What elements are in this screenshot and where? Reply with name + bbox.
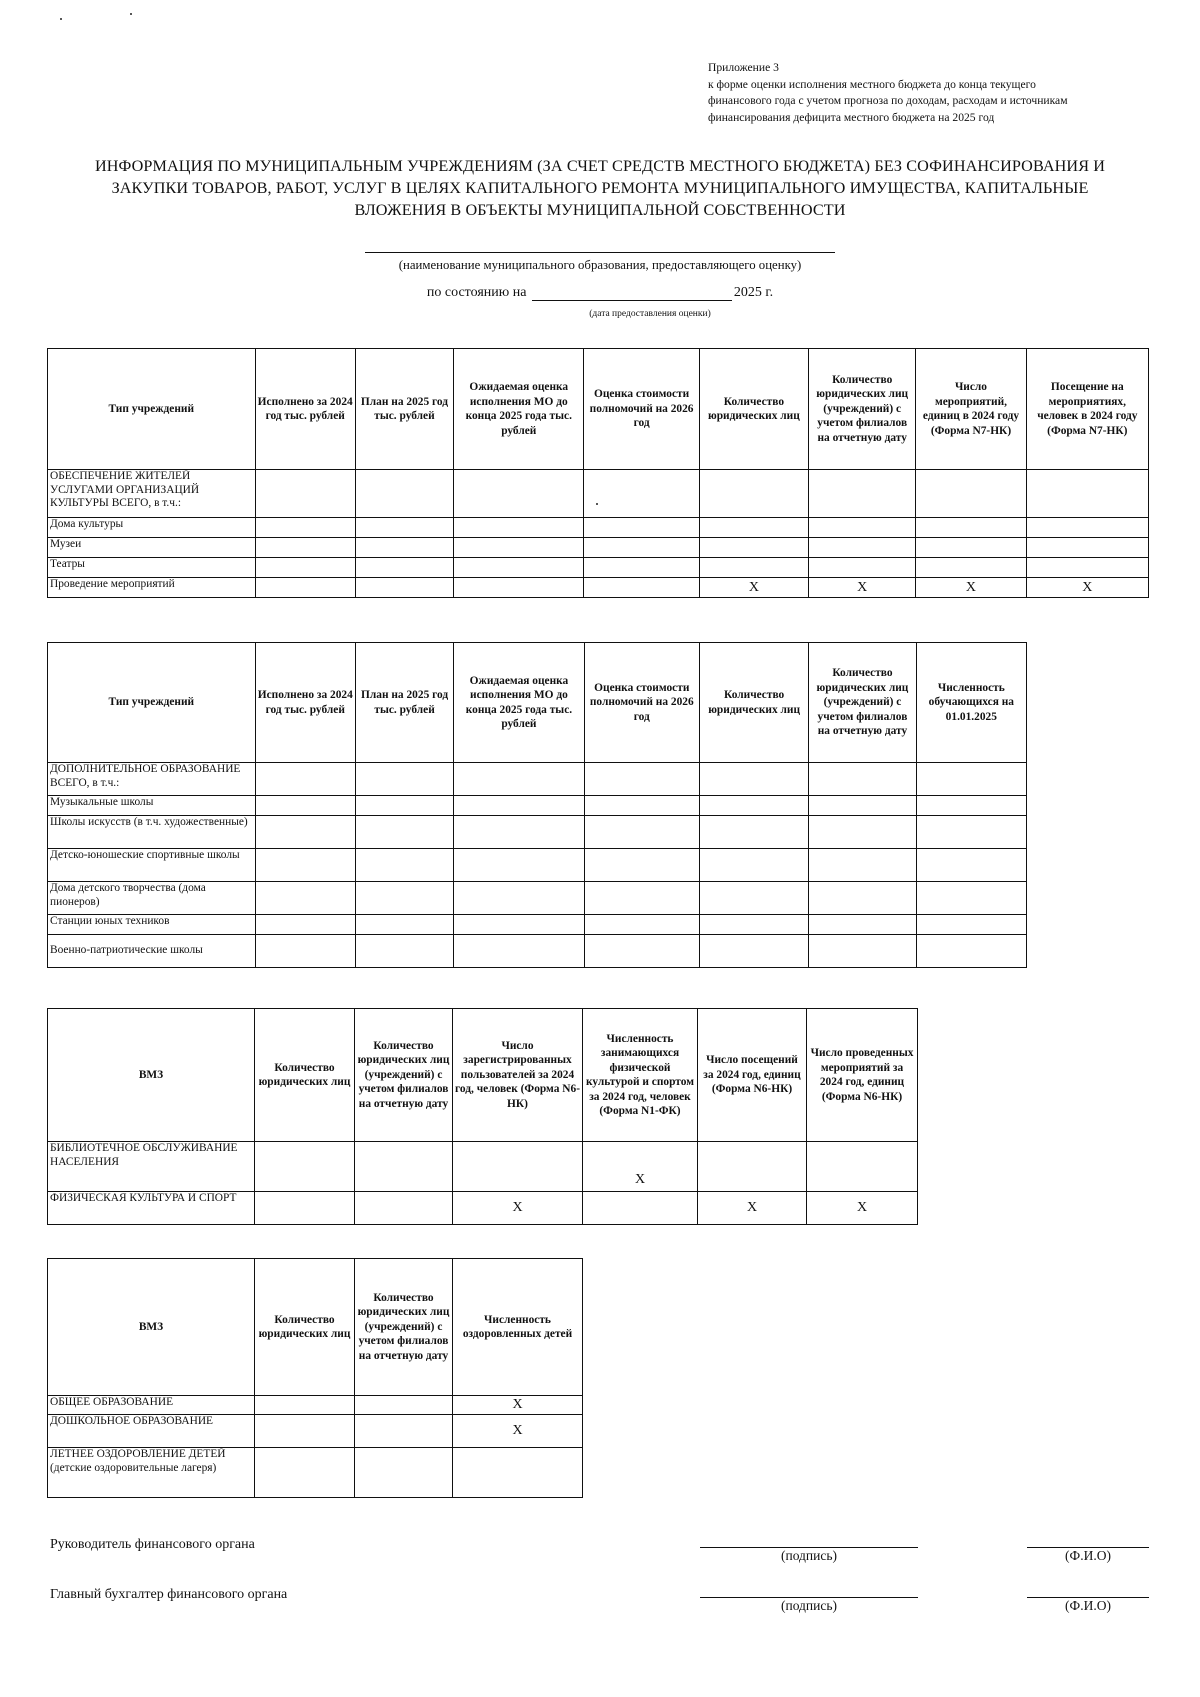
table-row xyxy=(48,1142,918,1192)
table-header-row xyxy=(48,1259,583,1396)
data-cell[interactable] xyxy=(1026,558,1148,578)
data-cell[interactable]: X xyxy=(699,578,808,598)
data-cell[interactable] xyxy=(809,849,916,882)
data-cell[interactable] xyxy=(809,935,916,968)
data-cell[interactable] xyxy=(355,882,453,915)
data-cell[interactable] xyxy=(584,470,699,518)
header-cell: Количество юридических лиц xyxy=(699,349,808,470)
data-cell[interactable] xyxy=(255,538,355,558)
header-cell: Число зарегистрированных пользователей за 2024 год, человек (Форма N6-НК) xyxy=(453,1009,583,1142)
row-label: Музыкальные школы xyxy=(48,796,256,816)
data-cell[interactable] xyxy=(916,915,1026,935)
row-label: Дома детского творчества (дома пионеров) xyxy=(48,882,256,915)
accountant-name-caption: (Ф.И.О) xyxy=(1065,1598,1111,1613)
table-row xyxy=(48,1448,583,1498)
header-cell: Количество юридических лиц (учреждений) с учетом филиалов на отчетную дату xyxy=(809,643,916,763)
row-label: ЛЕТНЕЕ ОЗДОРОВЛЕНИЕ ДЕТЕЙ (детские оздоровительные лагеря) xyxy=(48,1448,255,1498)
data-cell[interactable] xyxy=(916,558,1026,578)
data-cell[interactable] xyxy=(809,915,916,935)
data-cell[interactable] xyxy=(807,1142,918,1192)
accountant-signature-caption: (подпись) xyxy=(780,1598,838,1613)
data-cell[interactable] xyxy=(699,915,808,935)
head-name-caption: (Ф.И.О) xyxy=(1065,1548,1111,1563)
document-title xyxy=(60,155,1140,221)
table-row xyxy=(48,470,1149,518)
table-header-row xyxy=(48,1009,918,1142)
row-label: Детско-юношеские спортивные школы xyxy=(48,849,256,882)
row-label: ОБЩЕЕ ОБРАЗОВАНИЕ xyxy=(48,1396,255,1415)
data-cell[interactable] xyxy=(699,796,808,816)
header-cell: Число посещений за 2024 год, единиц (Форма N6-НК) xyxy=(698,1009,807,1142)
data-cell[interactable] xyxy=(1026,470,1148,518)
row-label: Школы искусств (в т.ч. художественные) xyxy=(48,816,256,849)
data-cell[interactable] xyxy=(698,1142,807,1192)
municipality-caption: (наименование муниципального образования, предоставляющего оценку) xyxy=(398,258,802,272)
data-cell[interactable] xyxy=(699,763,808,796)
data-cell[interactable] xyxy=(809,882,916,915)
data-cell[interactable] xyxy=(584,518,699,538)
header-cell: Число мероприятий, единиц в 2024 году (Форма N7-НК) xyxy=(916,349,1026,470)
header-cell: Количество юридических лиц (учреждений) с учетом филиалов на отчетную дату xyxy=(809,349,916,470)
data-cell[interactable] xyxy=(255,558,355,578)
data-cell[interactable]: X xyxy=(583,1142,698,1192)
appendix-line-4: финансирования дефицита местного бюджета на 2025 год xyxy=(708,110,995,124)
header-cell: Ожидаемая оценка исполнения МО до конца 2025 года тыс. рублей xyxy=(454,643,584,763)
head-signature-caption: (подпись) xyxy=(780,1548,838,1563)
table-row xyxy=(48,1396,583,1415)
data-cell[interactable] xyxy=(453,1448,583,1498)
data-cell[interactable] xyxy=(454,763,584,796)
as-of-date-row xyxy=(300,285,900,301)
header-cell: Исполнено за 2024 год тыс. рублей xyxy=(255,643,355,763)
data-cell[interactable] xyxy=(809,763,916,796)
header-cell: Количество юридических лиц xyxy=(255,1259,355,1396)
data-cell[interactable] xyxy=(255,578,355,598)
data-cell[interactable] xyxy=(454,538,584,558)
data-cell[interactable]: X xyxy=(807,1192,918,1225)
data-cell[interactable]: X xyxy=(453,1192,583,1225)
data-cell[interactable] xyxy=(454,816,584,849)
data-cell[interactable] xyxy=(1026,538,1148,558)
row-label: Музеи xyxy=(48,538,256,558)
row-label: Станции юных техников xyxy=(48,915,256,935)
header-cell: Численность обучающихся на 01.01.2025 xyxy=(916,643,1026,763)
data-cell[interactable] xyxy=(255,849,355,882)
data-cell[interactable] xyxy=(255,915,355,935)
data-cell[interactable] xyxy=(916,470,1026,518)
data-cell[interactable] xyxy=(584,796,699,816)
municipality-name-line[interactable] xyxy=(365,252,835,253)
data-cell[interactable]: X xyxy=(809,578,916,598)
header-cell: План на 2025 год тыс. рублей xyxy=(355,643,453,763)
data-cell[interactable] xyxy=(255,1192,355,1225)
data-cell[interactable] xyxy=(809,470,916,518)
chief-accountant-label: Главный бухгалтер финансового органа xyxy=(50,1587,288,1602)
data-cell[interactable] xyxy=(809,538,916,558)
data-cell[interactable]: X xyxy=(698,1192,807,1225)
head-of-finance-label: Руководитель финансового органа xyxy=(50,1537,255,1552)
data-cell[interactable] xyxy=(454,578,584,598)
data-cell[interactable] xyxy=(699,518,808,538)
data-cell[interactable] xyxy=(916,935,1026,968)
data-cell[interactable] xyxy=(454,518,584,538)
header-cell: Тип учреждений xyxy=(48,349,256,470)
table-row xyxy=(48,558,1149,578)
table-row xyxy=(48,849,1027,882)
data-cell[interactable] xyxy=(699,849,808,882)
title-line-2: ЗАКУПКИ ТОВАРОВ, РАБОТ, УСЛУГ В ЦЕЛЯХ КАПИТАЛЬНОГО РЕМОНТА МУНИЦИПАЛЬНОГО ИМУЩЕСТВА, КАПИТАЛЬНЫЕ xyxy=(111,179,1089,197)
header-cell: Исполнено за 2024 год тыс. рублей xyxy=(255,349,355,470)
library-sport-table xyxy=(47,1008,918,1225)
data-cell[interactable] xyxy=(916,816,1026,849)
data-cell[interactable]: X xyxy=(453,1396,583,1415)
data-cell[interactable] xyxy=(916,849,1026,882)
data-cell[interactable] xyxy=(355,763,453,796)
data-cell[interactable] xyxy=(584,558,699,578)
culture-institutions-table xyxy=(47,348,1149,598)
table-row xyxy=(48,763,1027,796)
data-cell[interactable] xyxy=(355,518,453,538)
data-cell[interactable] xyxy=(916,763,1026,796)
title-line-3: ВЛОЖЕНИЯ В ОБЪЕКТЫ МУНИЦИПАЛЬНОЙ СОБСТВЕННОСТИ xyxy=(354,201,846,219)
data-cell[interactable] xyxy=(454,558,584,578)
data-cell[interactable] xyxy=(584,538,699,558)
data-cell[interactable] xyxy=(355,1415,453,1448)
data-cell[interactable] xyxy=(255,1396,355,1415)
data-cell[interactable] xyxy=(255,470,355,518)
data-cell[interactable] xyxy=(699,935,808,968)
scan-speck xyxy=(596,503,598,505)
title-line-1: ИНФОРМАЦИЯ ПО МУНИЦИПАЛЬНЫМ УЧРЕЖДЕНИЯМ (ЗА СЧЕТ СРЕДСТВ МЕСТНОГО БЮДЖЕТА) БЕЗ СОФИНАНСИРОВАНИЯ И xyxy=(94,157,1106,175)
data-cell[interactable]: X xyxy=(1026,578,1148,598)
data-cell[interactable] xyxy=(255,763,355,796)
additional-education-table xyxy=(47,642,1027,968)
education-health-table xyxy=(47,1258,583,1498)
scan-speck xyxy=(60,18,62,20)
data-cell[interactable] xyxy=(255,935,355,968)
data-cell[interactable] xyxy=(355,1142,453,1192)
header-cell: Численность занимающихся физической культурой и спортом за 2024 год, человек (Форма N1-ФК) xyxy=(583,1009,698,1142)
data-cell[interactable] xyxy=(454,849,584,882)
data-cell[interactable] xyxy=(255,1415,355,1448)
table-row xyxy=(48,538,1149,558)
row-label: Театры xyxy=(48,558,256,578)
as-of-date-field[interactable] xyxy=(532,286,732,301)
table-row xyxy=(48,816,1027,849)
data-cell[interactable] xyxy=(255,518,355,538)
header-cell: Количество юридических лиц (учреждений) с учетом филиалов на отчетную дату xyxy=(355,1009,453,1142)
data-cell[interactable] xyxy=(1026,518,1148,538)
data-cell[interactable] xyxy=(809,796,916,816)
data-cell[interactable] xyxy=(699,882,808,915)
header-cell: Количество юридических лиц xyxy=(255,1009,355,1142)
header-cell: Оценка стоимости полномочий на 2026 год xyxy=(584,643,699,763)
data-cell[interactable] xyxy=(809,816,916,849)
appendix-line-2: к форме оценки исполнения местного бюджета до конца текущего xyxy=(708,77,1036,91)
row-label: Проведение мероприятий xyxy=(48,578,256,598)
header-cell: ВМЗ xyxy=(48,1009,255,1142)
row-label: БИБЛИОТЕЧНОЕ ОБСЛУЖИВАНИЕ НАСЕЛЕНИЯ xyxy=(48,1142,255,1192)
header-cell: План на 2025 год тыс. рублей xyxy=(355,349,453,470)
row-label: ФИЗИЧЕСКАЯ КУЛЬТУРА И СПОРТ xyxy=(48,1192,255,1225)
appendix-note xyxy=(708,60,1188,126)
data-cell[interactable] xyxy=(699,538,808,558)
data-cell[interactable] xyxy=(355,816,453,849)
data-cell[interactable] xyxy=(809,518,916,538)
data-cell[interactable] xyxy=(809,558,916,578)
data-cell[interactable] xyxy=(916,796,1026,816)
appendix-line-3: финансового года с учетом прогноза по доходам, расходам и источникам xyxy=(708,94,1068,107)
data-cell[interactable] xyxy=(584,763,699,796)
data-cell[interactable] xyxy=(916,882,1026,915)
data-cell[interactable] xyxy=(584,935,699,968)
data-cell[interactable] xyxy=(355,849,453,882)
data-cell[interactable] xyxy=(255,796,355,816)
table-row xyxy=(48,935,1027,968)
data-cell[interactable] xyxy=(355,796,453,816)
data-cell[interactable] xyxy=(355,470,453,518)
header-cell: Оценка стоимости полномочий на 2026 год xyxy=(584,349,699,470)
data-cell[interactable]: X xyxy=(453,1415,583,1448)
data-cell[interactable] xyxy=(355,578,453,598)
row-label: ОБЕСПЕЧЕНИЕ ЖИТЕЛЕЙ УСЛУГАМИ ОРГАНИЗАЦИЙ КУЛЬТУРЫ ВСЕГО, в т.ч.: xyxy=(48,470,256,518)
table-row xyxy=(48,518,1149,538)
data-cell[interactable] xyxy=(355,1192,453,1225)
data-cell[interactable] xyxy=(255,816,355,849)
table-row xyxy=(48,796,1027,816)
row-label: Дома культуры xyxy=(48,518,256,538)
data-cell[interactable] xyxy=(453,1142,583,1192)
data-cell[interactable] xyxy=(454,935,584,968)
header-cell: Ожидаемая оценка исполнения МО до конца 2025 года тыс. рублей xyxy=(454,349,584,470)
as-of-prefix: по состоянию на xyxy=(426,285,527,300)
data-cell[interactable] xyxy=(699,558,808,578)
data-cell[interactable] xyxy=(255,1142,355,1192)
header-cell: Численность оздоровленных детей xyxy=(453,1259,583,1396)
data-cell[interactable] xyxy=(916,538,1026,558)
table-header-row xyxy=(48,349,1149,470)
row-label: Военно-патриотические школы xyxy=(48,935,256,968)
data-cell[interactable] xyxy=(355,1396,453,1415)
data-cell[interactable] xyxy=(454,882,584,915)
data-cell[interactable] xyxy=(454,796,584,816)
data-cell[interactable] xyxy=(355,935,453,968)
data-cell[interactable] xyxy=(584,816,699,849)
data-cell[interactable] xyxy=(916,518,1026,538)
row-label: ДОПОЛНИТЕЛЬНОЕ ОБРАЗОВАНИЕ ВСЕГО, в т.ч.: xyxy=(48,763,256,796)
data-cell[interactable] xyxy=(584,849,699,882)
data-cell[interactable] xyxy=(454,915,584,935)
data-cell[interactable] xyxy=(255,1448,355,1498)
data-cell[interactable]: X xyxy=(916,578,1026,598)
scan-speck xyxy=(130,13,132,15)
data-cell[interactable] xyxy=(583,1192,698,1225)
table-row xyxy=(48,578,1149,598)
data-cell[interactable] xyxy=(355,558,453,578)
header-cell: Посещение на мероприятиях, человек в 2024 году (Форма N7-НК) xyxy=(1026,349,1148,470)
header-cell: Количество юридических лиц (учреждений) с учетом филиалов на отчетную дату xyxy=(355,1259,453,1396)
table-row xyxy=(48,1415,583,1448)
data-cell[interactable] xyxy=(584,578,699,598)
header-cell: Количество юридических лиц xyxy=(699,643,808,763)
data-cell[interactable] xyxy=(355,915,453,935)
data-cell[interactable] xyxy=(584,915,699,935)
data-cell[interactable] xyxy=(255,882,355,915)
table-row xyxy=(48,882,1027,915)
table-row xyxy=(48,1192,918,1225)
table-header-row xyxy=(48,643,1027,763)
data-cell[interactable] xyxy=(454,470,584,518)
date-caption: (дата предоставления оценки) xyxy=(589,309,711,319)
as-of-suffix: 2025 г. xyxy=(733,285,774,300)
header-cell: Число проведенных мероприятий за 2024 год, единиц (Форма N6-НК) xyxy=(807,1009,918,1142)
header-cell: Тип учреждений xyxy=(48,643,256,763)
data-cell[interactable] xyxy=(355,538,453,558)
appendix-line-1: Приложение 3 xyxy=(708,61,779,74)
row-label: ДОШКОЛЬНОЕ ОБРАЗОВАНИЕ xyxy=(48,1415,255,1448)
table-row xyxy=(48,915,1027,935)
header-cell: ВМЗ xyxy=(48,1259,255,1396)
data-cell[interactable] xyxy=(584,882,699,915)
data-cell[interactable] xyxy=(699,470,808,518)
data-cell[interactable] xyxy=(355,1448,453,1498)
data-cell[interactable] xyxy=(699,816,808,849)
